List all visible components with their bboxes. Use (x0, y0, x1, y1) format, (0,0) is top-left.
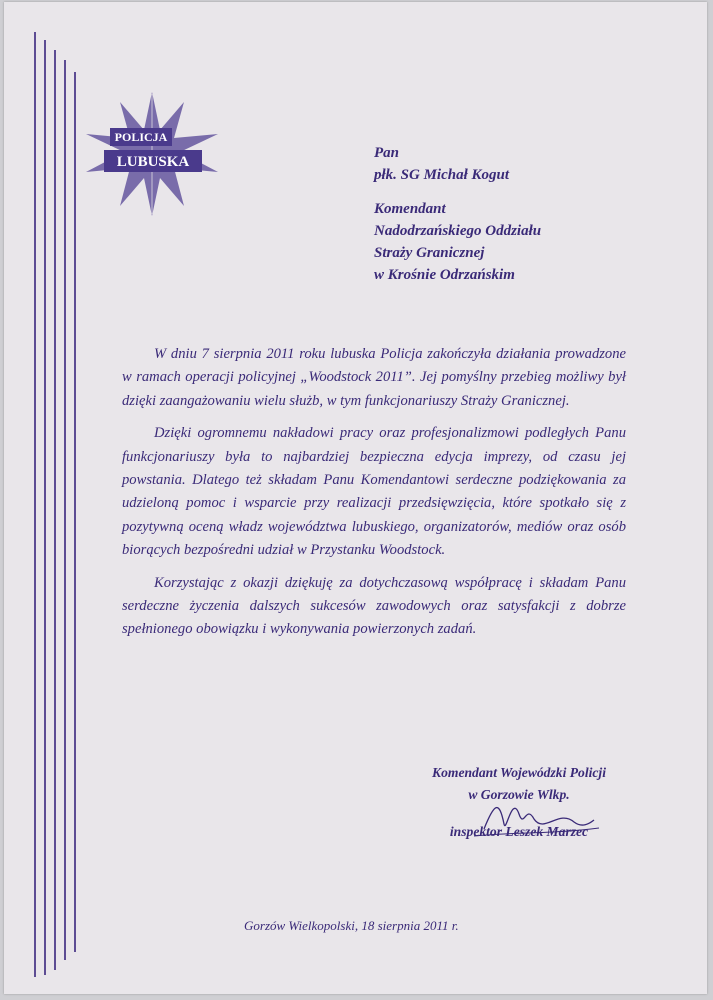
signatory-title: Komendant Wojewódzki Policji (432, 765, 606, 780)
recipient-block (374, 142, 541, 286)
margin-rule (34, 32, 36, 977)
signature-block (419, 762, 619, 843)
police-star-logo (82, 90, 222, 218)
body-paragraph: Korzystając z okazji dziękuję za dotychczasową współpracę i składam Panu serdeczne życzenia dalszych sukcesów zawodowych oraz satysfakcji z dobrze spełnionego obowiązku i wykonywania powierzonych zadań. (122, 574, 626, 638)
recipient-salutation: Pan (374, 145, 400, 161)
margin-rule (74, 72, 76, 952)
logo-top-text: POLICJA (114, 130, 168, 144)
recipient-name: płk. SG Michał Kogut (374, 167, 510, 183)
recipient-unit: Straży Granicznej (374, 245, 485, 261)
logo-bottom-text: LUBUSKA (116, 154, 190, 170)
margin-rule (44, 40, 46, 975)
body-paragraph: W dniu 7 sierpnia 2011 roku lubuska Policja zakończyła działania prowadzone w ramach operacji policyjnej „Woodstock 2011”. Jej pomyślny przebieg możliwy był dzięki zaangażowaniu wielu służb, w tym funkcjonariuszy Straży Granicznej. (122, 346, 626, 409)
margin-rule (54, 50, 56, 970)
margin-rule (64, 60, 66, 960)
letter-page (4, 2, 707, 994)
signatory-location: w Gorzowie Wlkp. (468, 787, 570, 802)
letter-body (122, 343, 626, 651)
signatory-name: inspektor Leszek Marzec (449, 824, 589, 839)
recipient-unit: Nadodrzańskiego Oddziału (374, 223, 542, 239)
place-date: Gorzów Wielkopolski, 18 sierpnia 2011 r. (244, 918, 459, 933)
recipient-location: w Krośnie Odrzańskim (374, 267, 515, 283)
body-paragraph: Dzięki ogromnemu nakładowi pracy oraz profesjonalizmowi podległych Panu funkcjonariuszy była to najbardziej bezpieczna edycja imprezy, od czasu jej powstania. Dlatego też składam Panu Komendantowi serdeczne podziękowania za udzieloną pomoc i wsparcie przy realizacji przedsięwzięcia, które spotkało się z pozytywną oceną władz województwa lubuskiego, organizatorów, mediów oraz osób biorących bezpośredni udział w Przystanku Woodstock. (122, 425, 626, 559)
recipient-position: Komendant (374, 201, 446, 217)
